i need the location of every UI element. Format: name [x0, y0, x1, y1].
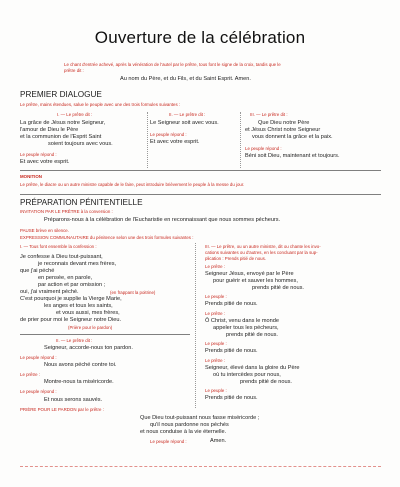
form3-label: cations suivantes ou d'autres, en les concluant par la sup- [205, 250, 318, 255]
priest-label: Le prêtre : [205, 264, 226, 269]
final-amen: Amen. [210, 438, 227, 444]
confiteor-line: et vous aussi, mes frères, [56, 310, 120, 316]
form2-priest2: Montre-nous ta miséricorde. [44, 379, 114, 385]
expression-rubric: EXPRESSION COMMUNAUTAIRE du pénitence selon une des trois formules suivantes : [20, 235, 194, 240]
confiteor-line: Je confesse à Dieu tout-puissant, [20, 254, 103, 260]
invocation-line: appeler tous les pécheurs, [213, 325, 279, 331]
invocation-line: prends pitié de nous. [226, 332, 278, 338]
col2-resp: Et avec votre esprit. [150, 139, 200, 145]
col1-resp-label: Le peuple répond : [20, 152, 57, 157]
intro-rubric: Le chant d'entrée achevé, après la vénération de l'autel par le prêtre, tous font le signe de la croix, tandis que le [64, 62, 281, 67]
monition-heading: MONITION [20, 174, 42, 179]
absolution-line: qu'il nous pardonne nos péchés [150, 422, 229, 428]
column-rule [20, 334, 190, 335]
confiteor-line: C'est pourquoi je supplie la Vierge Marie, [20, 296, 122, 302]
col2-label: II. — Le prêtre dit : [169, 112, 206, 117]
col3-line: et Jésus Christ notre Seigneur [245, 127, 321, 133]
monition-text: Le prêtre, le diacre ou un autre ministre capable de le faire, peut introduire brièvement le peuple à la messe du jour. [20, 182, 245, 187]
col1-line: soient toujours avec vous. [48, 141, 113, 147]
column-divider [240, 112, 241, 168]
people-label: Le peuple : [205, 341, 227, 346]
invocation-line: prends pitié de nous. [240, 379, 292, 385]
absolution-line: et nous conduise à la vie éternelle. [140, 429, 227, 435]
invocation-line: prends pitié de nous. [252, 285, 304, 291]
priest-label: Le prêtre : [205, 311, 226, 316]
pardon-note: (Prière pour le pardon) [68, 325, 113, 330]
final-people-label: Le peuple répond : [150, 439, 187, 444]
form2-people2: Et nous serons sauvés. [44, 397, 103, 403]
penitential-heading: PRÉPARATION PÉNITENTIELLE [20, 198, 143, 207]
form2-people2-label: Le peuple répond : [20, 389, 57, 394]
confiteor-line: de prier pour moi le Seigneur notre Dieu. [20, 317, 122, 323]
section-rule [20, 194, 381, 195]
invocation-line: pour guérir et sauver les hommes, [213, 278, 298, 284]
confiteor-line: les anges et tous les saints, [44, 303, 113, 309]
col1-resp: Et avec votre esprit. [20, 159, 70, 165]
absolution-rubric: PRIÈRE POUR LE PARDON par le prêtre : [20, 407, 104, 412]
confiteor-line: par action et par omission ; [38, 282, 106, 288]
col3-line: Que Dieu notre Père [258, 120, 310, 126]
dialogue-rubric: Le prêtre, mains étendues, salue le peuple avec une des trois formules suivantes : [20, 102, 181, 107]
people-label: Le peuple : [205, 388, 227, 393]
people-response: Prends pitié de nous. [205, 395, 258, 401]
form1-label: I. — Tous font ensemble la confession : [20, 244, 97, 249]
page-title: Ouverture de la célébration [94, 28, 306, 47]
dialogue-heading: PREMIER DIALOGUE [20, 90, 102, 99]
form2-people-label: Le peuple répond : [20, 355, 57, 360]
col2-line: Le Seigneur soit avec vous. [150, 120, 219, 126]
confiteor-line: en pensée, en parole, [38, 275, 93, 281]
col1-label: I. — Le prêtre dit : [57, 112, 93, 117]
col3-resp: Béni soit Dieu, maintenant et toujours. [245, 153, 340, 159]
sign-of-cross: Au nom du Père, et du Fils, et du Saint Esprit. Amen. [120, 76, 251, 82]
form2-label: II. — Le prêtre dit : [56, 338, 93, 343]
priest-label: Le prêtre : [205, 358, 226, 363]
form3-label: III. — Le prêtre, ou un autre ministre, dit ou chante les invo- [205, 244, 321, 249]
people-response: Prends pitié de nous. [205, 348, 258, 354]
col3-resp-label: Le peuple répond : [245, 146, 282, 151]
invocation-line: Ô Christ, venu dans le monde [205, 318, 279, 324]
people-label: Le peuple : [205, 294, 227, 299]
form2-people: Nous avons péché contre toi. [44, 362, 117, 368]
confiteor-line: je reconnais devant mes frères, [38, 261, 117, 267]
people-response: Prends pitié de nous. [205, 301, 258, 307]
confiteor-line: que j'ai péché [20, 268, 55, 274]
col3-line: vous donnent la grâce et la paix. [252, 134, 333, 140]
col1-line: l'amour de Dieu le Père [20, 127, 79, 133]
col1-line: La grâce de Jésus notre Seigneur, [20, 120, 106, 126]
form2-priest2-label: Le prêtre : [20, 372, 41, 377]
col1-line: et la communion de l'Esprit Saint [20, 134, 102, 140]
column-divider [195, 243, 196, 408]
invitation-rubric: INVITATION PAR LE PRÊTRE à la conversion : [20, 209, 113, 214]
pause-rubric: PAUSE brève en silence. [20, 228, 69, 233]
absolution-line: Que Dieu tout-puissant nous fasse miséricorde ; [140, 415, 260, 421]
invocation-line: où tu intercèdes pour nous, [213, 372, 281, 378]
col2-resp-label: Le peuple répond : [150, 132, 187, 137]
invocation-line: Seigneur Jésus, envoyé par le Père [205, 271, 294, 277]
column-divider [147, 112, 148, 168]
form3-label: plication : Prends pitié de nous. [205, 256, 267, 261]
invitation-text: Préparons-nous à la célébration de l'Eucharistie en reconnaissant que nous sommes pécheurs. [44, 217, 281, 223]
strike-note: (en frappant la poitrine) [110, 290, 156, 295]
confiteor-line: oui, j'ai vraiment péché. [20, 289, 79, 295]
intro-rubric: prêtre dit : [64, 68, 84, 73]
invocation-line: Seigneur, élevé dans la gloire du Père [205, 365, 300, 371]
bottom-rule [20, 466, 381, 467]
form2-priest: Seigneur, accorde-nous ton pardon. [44, 345, 133, 351]
col3-label: III. — Le prêtre dit : [250, 112, 288, 117]
section-rule [20, 170, 381, 171]
